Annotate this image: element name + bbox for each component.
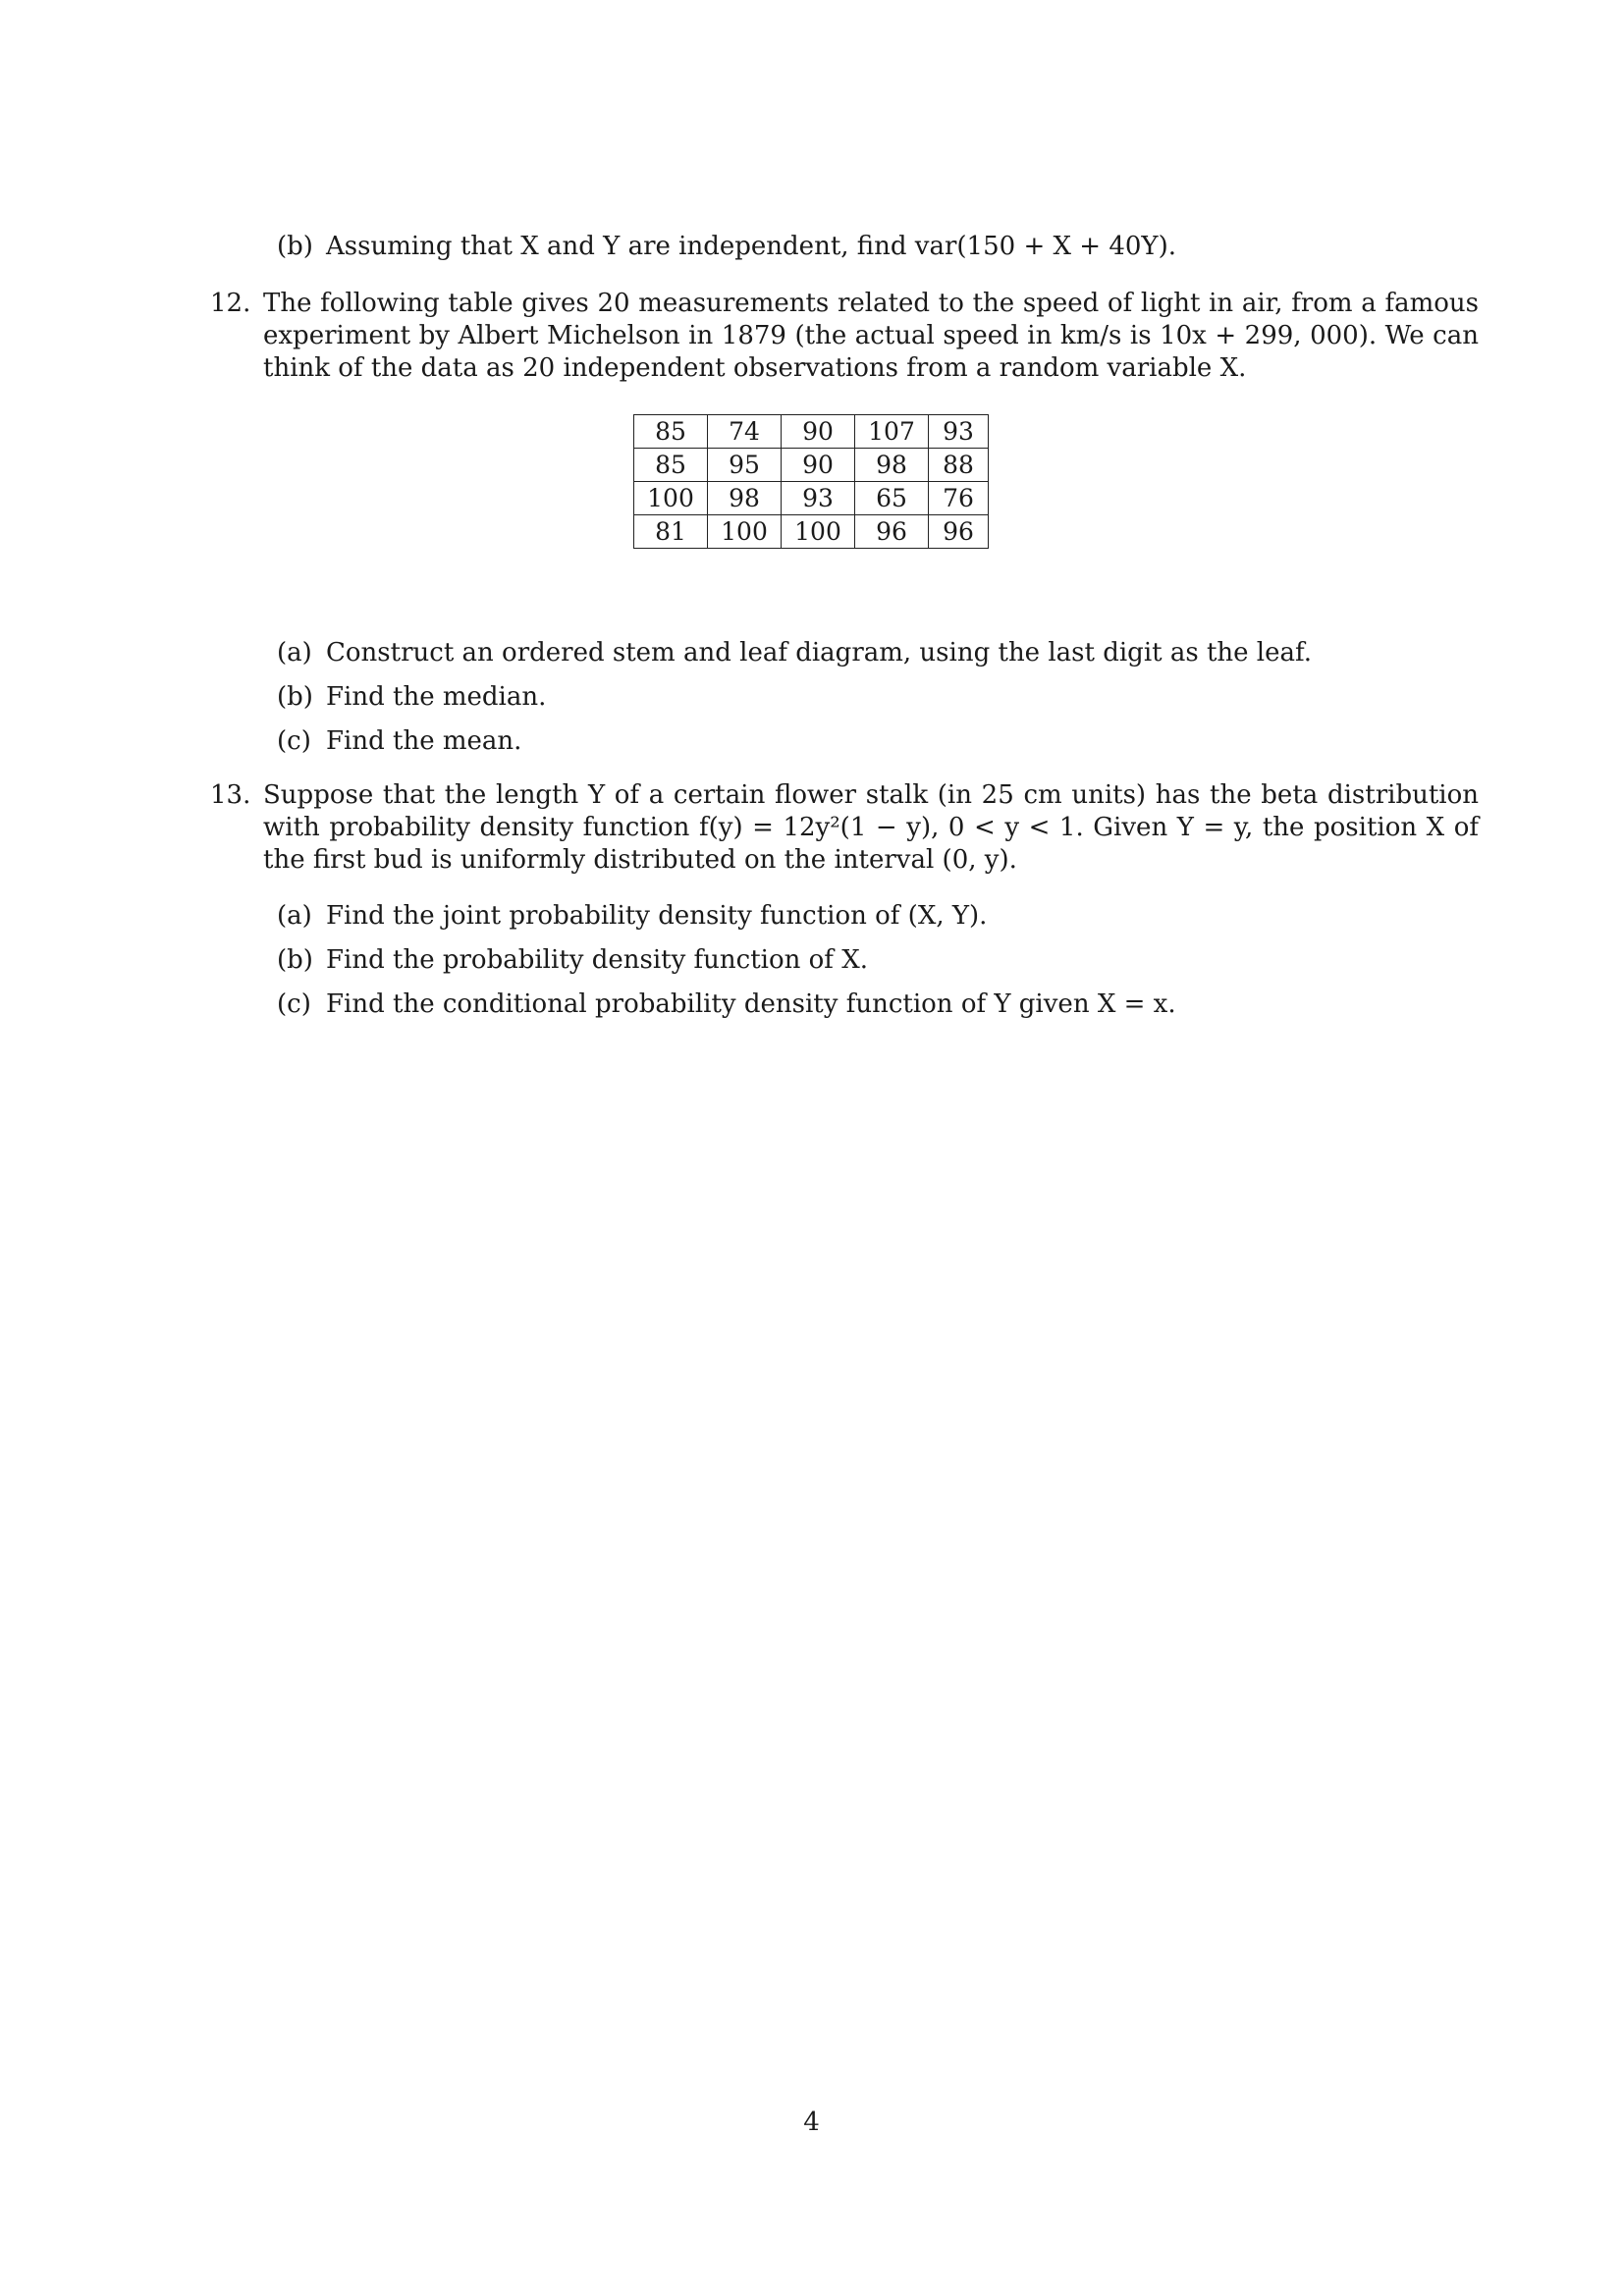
part-text: Find the joint probability density function of (X, Y). [326,901,988,931]
table-row [634,449,989,482]
question-text: The following table gives 20 measurements related to the speed of light in air, from a famous experiment by Albert Michelson in 1879 (the actual speed in km/s is 10x + 299, 000). We can think of the data as 20 independent observations from a random variable X. [263,289,1479,383]
q12-part-c [277,725,521,757]
question-text: Suppose that the length Y of a certain flower stalk (in 25 cm units) has the beta distribution with probability density function f(y) = 12y²(1 − y), 0 < y < 1. Given Y = y, the position X of the first bud is uniformly distributed on the interval (0, y). [263,780,1479,875]
part-label: (b) [277,232,313,261]
question-number: 13. [210,780,251,810]
table-cell: 95 [708,449,782,482]
part-text: Find the median. [326,682,547,712]
part-label: (c) [277,989,311,1019]
part-text: Find the probability density function of X. [326,945,868,975]
table-row [634,415,989,449]
measurements-table [633,414,989,549]
table-cell: 93 [929,415,989,449]
part-label: (b) [277,945,313,975]
part-text: Construct an ordered stem and leaf diagram, using the last digit as the leaf. [326,638,1312,667]
table-cell: 65 [855,482,929,515]
part-text: Assuming that X and Y are independent, find var(150 + X + 40Y). [326,232,1176,261]
table-cell: 85 [634,415,708,449]
table-cell: 100 [708,515,782,549]
table-cell: 96 [929,515,989,549]
q12-part-b [277,681,546,713]
table-row [634,515,989,549]
table-cell: 90 [782,449,855,482]
table-cell: 93 [782,482,855,515]
table-cell: 90 [782,415,855,449]
page-number: 4 [803,2108,820,2137]
part-label: (b) [277,682,313,712]
table-cell: 88 [929,449,989,482]
q12-part-a [277,637,1312,668]
part-label: (a) [277,638,312,667]
table-cell: 98 [708,482,782,515]
table-row [634,482,989,515]
table-cell: 100 [634,482,708,515]
part-label: (a) [277,901,312,931]
table-cell: 96 [855,515,929,549]
part-text: Find the mean. [326,726,522,756]
table-cell: 98 [855,449,929,482]
part-label: (c) [277,726,311,756]
q13-part-b [277,944,868,976]
table-cell: 81 [634,515,708,549]
table-cell: 100 [782,515,855,549]
table-cell: 85 [634,449,708,482]
table-cell: 76 [929,482,989,515]
question-number: 12. [210,289,251,318]
q13-part-a [277,900,987,932]
part-text: Find the conditional probability density function of Y given X = x. [326,989,1176,1019]
q13-part-c [277,988,1176,1020]
table-cell: 107 [855,415,929,449]
q11-part-b [277,231,1176,262]
table-cell: 74 [708,415,782,449]
